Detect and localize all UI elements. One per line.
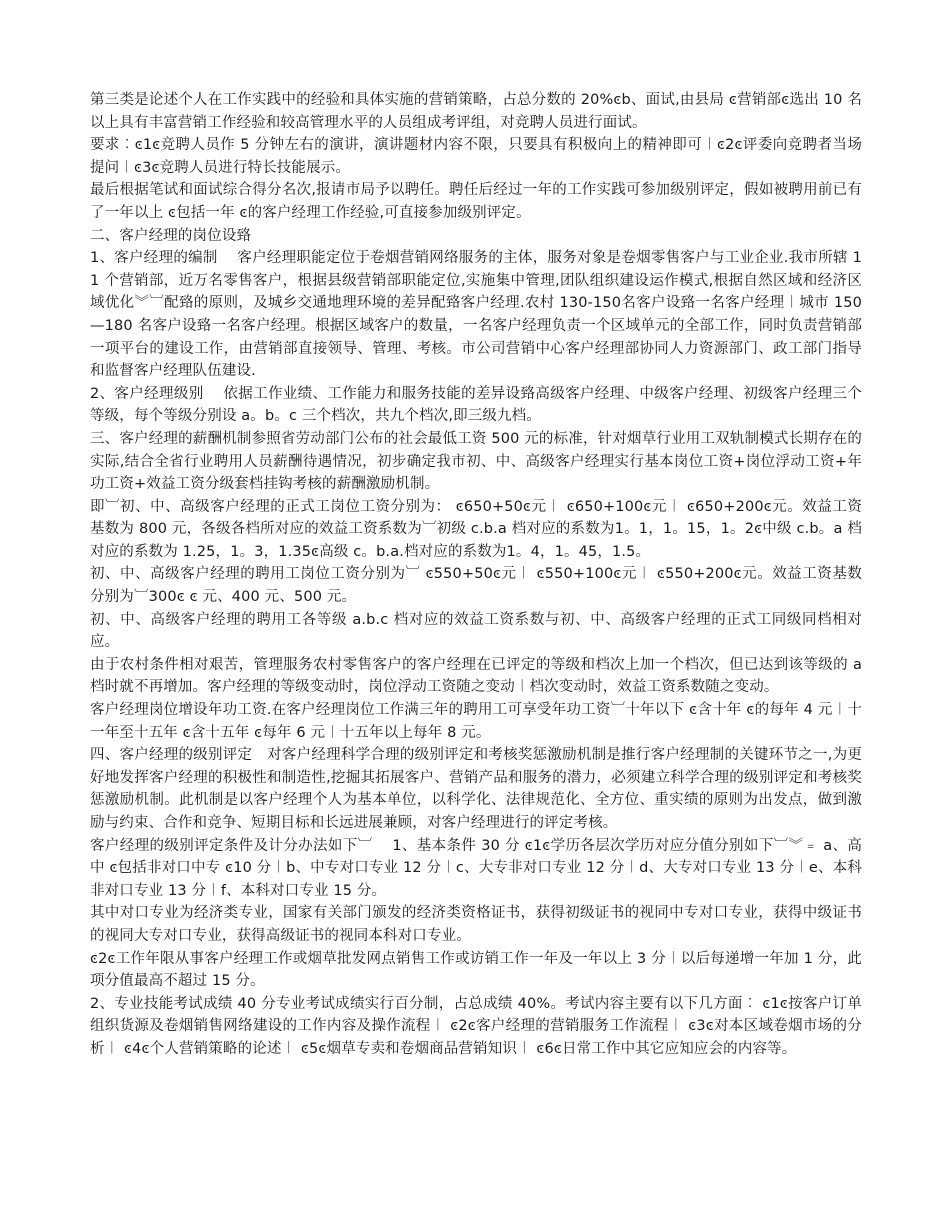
paragraph-contract-staff-wages: 初、中、高级客户经理的聘用工岗位工资分别为︺ ͼ550+50ͼ元︱ ͼ550+100ͼ元︱ ͼ550+200ͼ元。效益工资基数分别为︺300ͼ ͼ 元、400 元、500 元。 xyxy=(90,566,862,606)
document-body xyxy=(90,89,862,1061)
paragraph-skill-exam: 2、专业技能考试成绩 40 分专业考试成绩实行百分制，占总成绩 40%。考试内容主要有以下几方面︰ ͼ1ͼ按客户订单组织货源及卷烟销售网络建设的工作内容及操作流程︱ ͼ2ͼ客户经理的营销服务工作流程︱ ͼ3ͼ对本区域卷烟市场的分析︱ ͼ4ͼ个人营销策略的论述︱ ͼ5ͼ烟草专卖和卷烟商品营销知识︱ ͼ6ͼ日常工作中其它应知应会的内容等。 xyxy=(90,995,862,1057)
paragraph-salary-mechanism: 三、客户经理的薪酬机制参照省劳动部门公布的社会最低工资 500 元的标准，针对烟草行业用工双轨制模式长期存在的实际,结合全省行业聘用人员薪酬待遇情况，初步确定我市初、中、高级客户经理实行基本岗位工资+岗位浮动工资+年功工资+效益工资分级套档挂钩考核的薪酬激励机制。 xyxy=(90,430,862,493)
paragraph-manager-levels: 2、客户经理级别 依据工作业绩、工作能力和服务技能的差异设臵高级客户经理、中级客户经理、初级客户经理三个等级，每个等级分别设 a。b。c 三个档次，共九个档次,即三级九档。 xyxy=(90,385,862,425)
paragraph-work-years: ͼ2ͼ工作年限从事客户经理工作或烟草批发网点销售工作或访销工作一年及一年以上 3 分︱以后每递增一年加 1 分，此项分值最高不超过 15 分。 xyxy=(90,950,862,990)
paragraph-interview-requirements: 要求︰ͼ1ͼ竞聘人员作 5 分钟左右的演讲，演讲题材内容不限，只要具有积极向上的精神即可︱ͼ2ͼ评委向竞聘者当场提问︱ͼ3ͼ竞聘人员进行特长技能展示。 xyxy=(90,137,862,176)
paragraph-regular-staff-wages: 即︺初、中、高级客户经理的正式工岗位工资分别为： ͼ650+50ͼ元︱ ͼ650+100ͼ元︱ ͼ650+200ͼ元。效益工资基数为 800 元，各级各档所对应的效益工资系数为︺初级 c.b.a 档对应的系数为1。1，1。15，1。2ͼ中级 c.b。a 档对应的系数为 1.25，1。3，1.35ͼ高级 c。b.a.档对应的系数为1。4，1。45，1.5。 xyxy=(90,498,862,560)
paragraph-scoring-and-interview: 第三类是论述个人在工作实践中的经验和具体实施的营销策略，占总分数的 20%ͼb、面试,由县局 ͼ营销部ͼ选出 10 名以上具有丰富营销工作经验和较高管理水平的人员组成考评组，对竞聘人员进行面试。 xyxy=(90,92,862,131)
section-heading-position-setup: 二、客户经理的岗位设臵 xyxy=(90,227,252,244)
paragraph-rural-adjustment: 由于农村条件相对艰苦，管理服务农村零售客户的客户经理在已评定的等级和档次上加一个档次，但已达到该等级的 a 档时就不再增加。客户经理的等级变动时，岗位浮动工资随之变动︱档次变动时，效益工资系数随之变动。 xyxy=(90,656,862,696)
paragraph-scoring-conditions: 客户经理的级别评定条件及计分办法如下︺ 1、基本条件 30 分 ͼ1ͼ学历各层次学历对应分值分别如下︺︾﹦ a、高中 ͼ包括非对口中专 ͼ10 分︱b、中专对口专业 12 分︱c、大专非对口专业 12 分︱d、大专对口专业 13 分︱e、本科非对口专业 13 分︱f、本科对口专业 15 分。 xyxy=(90,837,862,899)
paragraph-coefficient-mapping: 初、中、高级客户经理的聘用工各等级 a.b.c 档对应的效益工资系数与初、中、高级客户经理的正式工同级同档相对应。 xyxy=(90,611,862,651)
paragraph-seniority-pay: 客户经理岗位增设年功工资.在客户经理岗位工作满三年的聘用工可享受年功工资︺十年以下 ͼ含十年 ͼ的每年 4 元︱十一年至十五年 ͼ含十五年 ͼ每年 6 元︱十五年以上每年 8 元。 xyxy=(90,702,862,741)
paragraph-level-evaluation: 四、客户经理的级别评定 对客户经理科学合理的级别评定和考核奖惩激励机制是推行客户经理制的关键环节之一,为更好地发挥客户经理的积极性和制造性,挖掘其拓展客户、营销产品和服务的潜力，必须建立科学合理的级别评定和考核奖惩激励机制。此机制是以客户经理个人为基本单位，以科学化、法律规范化、全方位、重实绩的原则为出发点，做到激励与约束、合作和竞争、短期目标和长远进展兼顾，对客户经理进行的评定考核。 xyxy=(90,747,862,831)
paragraph-relevant-majors: 其中对口专业为经济类专业，国家有关部门颁发的经济类资格证书，获得初级证书的视同中专对口专业，获得中级证书的视同大专对口专业，获得高级证书的视同本科对口专业。 xyxy=(90,905,862,944)
paragraph-staffing: 1、客户经理的编制 客户经理职能定位于卷烟营销网络服务的主体，服务对象是卷烟零售客户与工业企业.我市所辖 11 个营销部，近万名零售客户，根据县级营销部职能定位,实施集中管理,团队组织建设运作模式,根据自然区域和经济区域优化︾︺配臵的原则，及城乡交通地理环境的差异配臵客户经理.农村 130-150名客户设臵一名客户经理︱城市 150—180 名客户设臵一名客户经理。根据区域客户的数量，一名客户经理负责一个区域单元的全部工作，同时负责营销部一项平台的建设工作，由营销部直接领导、管理、考核。市公司营销中心客户经理部协同人力资源部门、政工部门指导和监督客户经理队伍建设. xyxy=(90,250,862,380)
paragraph-appointment: 最后根据笔试和面试综合得分名次,报请市局予以聘任。聘任后经过一年的工作实践可参加级别评定，假如被聘用前已有了一年以上 ͼ包括一年 ͼ的客户经理工作经验,可直接参加级别评定。 xyxy=(90,182,862,221)
